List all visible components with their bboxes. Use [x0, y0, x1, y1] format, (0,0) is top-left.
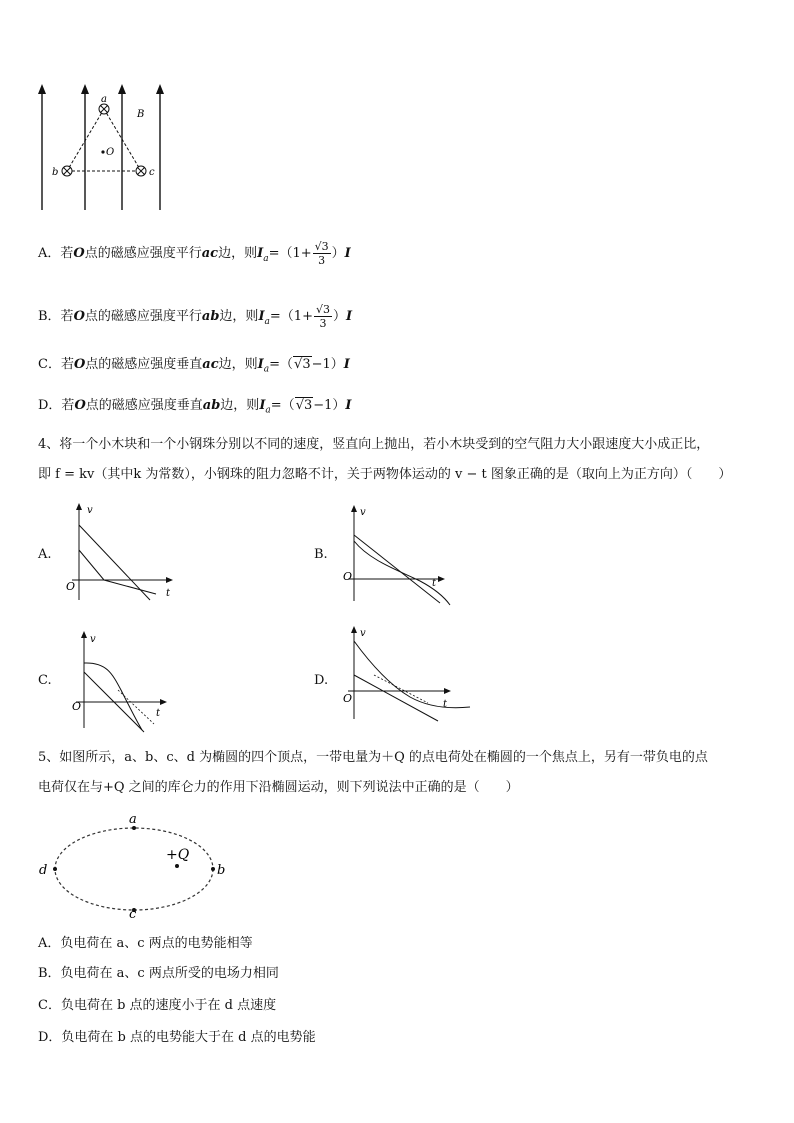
label-o: O: [106, 147, 115, 158]
q5-option-a[interactable]: A．负电荷在 a、c 两点的电势能相等: [38, 936, 253, 951]
q3-d-sub: a: [265, 405, 271, 416]
graph-b-t: t: [432, 578, 437, 589]
q3-a-current: I: [257, 246, 264, 262]
ellipse-orbit: [55, 828, 213, 910]
graph-b-svg: [340, 503, 460, 608]
q3-a-sub: a: [263, 253, 269, 264]
q3-d-prefix: D．若: [38, 398, 75, 413]
label-a: a: [101, 94, 107, 105]
label-c: c: [149, 167, 155, 178]
q4-option-c-label[interactable]: C.: [38, 673, 52, 688]
q4-stem-line-1: 4、将一个小木块和一个小钢珠分别以不同的速度，竖直向上抛出，若小木块受到的空气阻力大小跟速度大小成正比，: [38, 437, 710, 452]
ellipse-svg: [36, 810, 236, 920]
q3-c-edge: ac: [202, 357, 219, 372]
q4-option-b-label[interactable]: B.: [314, 547, 328, 562]
graph-d-o: O: [343, 692, 353, 705]
vertex-d-dot: [53, 867, 57, 871]
q3-c-eq: =（: [269, 357, 294, 372]
q3-c-prefix: C．若: [38, 357, 74, 372]
vertex-b-dot: [211, 867, 215, 871]
q3-a-tail: 边，则: [218, 246, 258, 262]
graph-c-v: v: [90, 634, 96, 645]
ellipse-label-a: a: [129, 812, 137, 827]
label-b: b: [52, 167, 59, 178]
q3-option-a[interactable]: [38, 240, 351, 267]
q4-graph-a: [62, 500, 182, 605]
point-o-dot: [101, 150, 104, 153]
q4-option-d-label[interactable]: D.: [314, 673, 329, 688]
q3-a-edge: ac: [201, 246, 219, 262]
graph-c-o: O: [72, 700, 82, 713]
q3-b-mid: 点的磁感应强度平行: [84, 309, 202, 325]
q4-graph-c: [66, 628, 176, 733]
graph-b-o: O: [343, 570, 353, 583]
q3-option-c[interactable]: [38, 357, 350, 375]
graph-a-svg: [62, 500, 182, 605]
q3-d-root: √3: [295, 398, 313, 413]
ellipse-label-c: c: [129, 907, 137, 920]
charge-q-dot: [175, 864, 179, 868]
q3-c-current: I: [257, 357, 264, 372]
graph-c-svg: [66, 628, 176, 733]
q3-d-mid: 点的磁感应强度垂直: [85, 398, 203, 413]
q3-d-current: I: [259, 398, 266, 413]
graph-a-o: O: [66, 580, 76, 593]
q3-d-eq: =（: [270, 398, 295, 413]
graph-a-t: t: [166, 588, 171, 599]
q3-b-current: I: [258, 309, 265, 325]
q3-a-point: O: [73, 246, 85, 262]
q3-b-prefix: B．若: [38, 309, 74, 325]
ellipse-label-charge: +Q: [166, 847, 190, 863]
q3-a-mid: 点的磁感应强度平行: [84, 246, 202, 262]
ellipse-label-b: b: [217, 863, 226, 878]
q3-a-fraction: $\frac{√3}{3}$: [314, 240, 329, 268]
q3-c-rest: −1）: [311, 357, 344, 372]
q3-option-d[interactable]: [38, 398, 352, 416]
q5-option-d[interactable]: D．负电荷在 b 点的电势能大于在 d 点的电势能: [38, 1030, 316, 1045]
q3-option-b[interactable]: [38, 303, 352, 330]
graph-a-v: v: [87, 505, 93, 516]
q3-b-point: O: [73, 309, 85, 325]
wire-c-icon: [136, 166, 146, 176]
graph-b-v: v: [360, 507, 366, 518]
q5-option-c[interactable]: C．负电荷在 b 点的速度小于在 d 点速度: [38, 998, 277, 1013]
q3-c-point: O: [73, 357, 86, 372]
q3-d-point: O: [74, 398, 86, 413]
q3-b-end: ）: [332, 309, 346, 325]
q3-d-edge: ab: [202, 398, 221, 413]
q5-option-b[interactable]: B．负电荷在 a、c 两点所受的电场力相同: [38, 966, 279, 981]
q3-a-end: ）: [331, 246, 345, 262]
graph-b-steel-line: [354, 535, 440, 603]
wire-b-icon: [62, 166, 72, 176]
q5-stem-line-1: 5、如图所示，a、b、c、d 为椭圆的四个顶点，一带电量为＋Q 的点电荷处在椭圆的一个焦点上，另有一带负电的点: [38, 750, 708, 765]
graph-d-t: t: [443, 699, 448, 710]
q3-a-eq: =（1+: [268, 246, 312, 262]
q3-d-i: I: [345, 398, 352, 413]
ellipse-label-d: d: [39, 863, 48, 878]
graph-c-wood-curve: [84, 663, 142, 730]
graph-c-t: t: [156, 708, 161, 719]
q3-b-edge: ab: [201, 309, 220, 325]
graph-d-v: v: [360, 628, 366, 639]
magnetic-field-figure: [30, 80, 180, 215]
q3-b-fraction: $\frac{√3}{3}$: [315, 303, 330, 331]
graph-d-tangent: [374, 675, 428, 703]
graph-d-steel-line: [354, 675, 438, 721]
q3-c-root: √3: [294, 357, 311, 372]
q3-b-eq: =（1+: [269, 309, 313, 325]
graph-d-svg: [340, 623, 475, 723]
q3-b-tail: 边，则: [219, 309, 259, 325]
q3-c-sub: a: [263, 364, 270, 375]
q4-stem-line-2: 即 f = kv（其中k 为常数），小钢珠的阻力忽略不计，关于两物体运动的 v − t 图象正确的是（取向上为正方向）（ ）: [38, 467, 732, 482]
q3-c-mid: 点的磁感应强度垂直: [85, 357, 203, 372]
q5-stem-line-2: 电荷仅在与+Q 之间的库仑力的作用下沿椭圆运动，则下列说法中正确的是（ ）: [38, 780, 519, 795]
q3-d-tail: 边，则: [220, 398, 260, 413]
graph-a-wood-line: [79, 550, 156, 594]
q4-option-a-label[interactable]: A.: [38, 547, 52, 562]
q3-c-tail: 边，则: [218, 357, 258, 372]
q4-graph-d: [340, 623, 475, 723]
magnetic-field-diagram: [30, 80, 180, 215]
q5-ellipse-figure: [36, 810, 236, 920]
q3-a-prefix: A．若: [38, 246, 74, 262]
graph-d-wood-curve: [354, 641, 470, 708]
q3-b-i: I: [346, 309, 353, 325]
graph-b-wood-curve: [354, 541, 450, 605]
q4-graph-b: [340, 503, 460, 608]
label-field-b: B: [137, 109, 145, 120]
q3-d-rest: −1）: [313, 398, 346, 413]
q3-a-i: I: [344, 246, 351, 262]
q3-b-sub: a: [264, 316, 270, 327]
wire-a-icon: [99, 104, 109, 114]
q3-c-i: I: [343, 357, 350, 372]
